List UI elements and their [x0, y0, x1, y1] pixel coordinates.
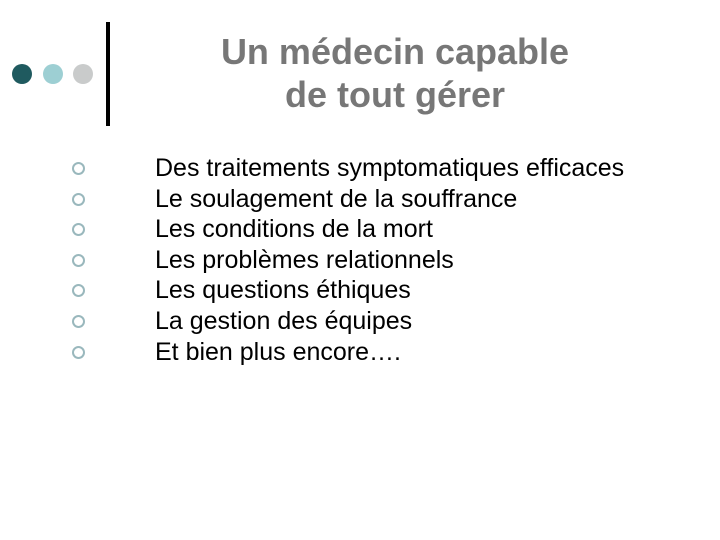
- bullet-ring-icon: [72, 254, 85, 267]
- bullet-ring-icon: [72, 346, 85, 359]
- slide-title: [170, 30, 620, 116]
- title-divider: [106, 22, 110, 126]
- slide-title-line-1: Un médecin capable: [220, 31, 570, 72]
- bullet-ring-icon: [72, 223, 85, 236]
- bullet-text: Les conditions de la mort: [155, 215, 433, 244]
- bullet-text: Le soulagement de la souffrance: [155, 184, 518, 213]
- bullet-item: [72, 306, 632, 336]
- bullet-list: [72, 153, 632, 367]
- bullet-item: [72, 184, 632, 214]
- bullet-ring-icon: [72, 284, 85, 297]
- decor-dot-dark: [12, 64, 32, 84]
- bullet-text: Et bien plus encore….: [155, 337, 401, 366]
- decor-dot-teal: [43, 64, 63, 84]
- bullet-item: [72, 214, 632, 244]
- bullet-item: [72, 245, 632, 275]
- bullet-ring-icon: [72, 193, 85, 206]
- bullet-item: [72, 153, 632, 183]
- bullet-text: La gestion des équipes: [155, 306, 413, 335]
- bullet-item: [72, 275, 632, 305]
- bullet-text: Les questions éthiques: [155, 276, 411, 305]
- bullet-text: Les problèmes relationnels: [155, 245, 454, 274]
- slide-title-line-2: de tout gérer: [284, 74, 506, 115]
- bullet-ring-icon: [72, 162, 85, 175]
- bullet-item: [72, 337, 632, 367]
- decor-dot-gray: [73, 64, 93, 84]
- bullet-text: Des traitements symptomatiques efficaces: [155, 154, 625, 182]
- bullet-ring-icon: [72, 315, 85, 328]
